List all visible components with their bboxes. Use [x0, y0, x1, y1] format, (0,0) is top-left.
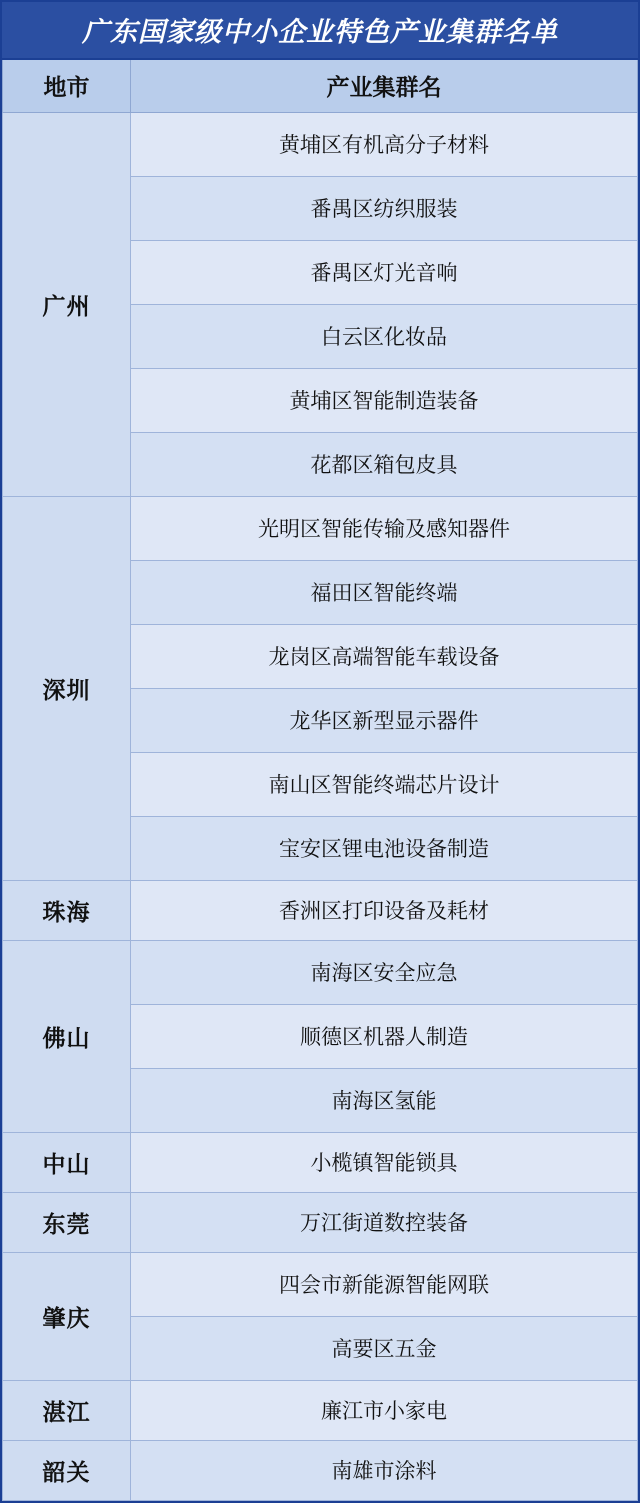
page-title: 广东国家级中小企业特色产业集群名单	[2, 2, 638, 60]
cluster-cell: 南海区氢能	[131, 1069, 638, 1133]
table-header	[3, 60, 638, 113]
city-cell: 韶关	[3, 1441, 131, 1501]
cluster-cell: 顺德区机器人制造	[131, 1005, 638, 1069]
city-cell: 佛山	[3, 941, 131, 1133]
table-row	[3, 881, 638, 941]
table-body	[3, 113, 638, 1501]
cluster-cell: 番禺区纺织服装	[131, 177, 638, 241]
table-row	[3, 1441, 638, 1501]
cluster-cell: 番禺区灯光音响	[131, 241, 638, 305]
cluster-cell: 光明区智能传输及感知器件	[131, 497, 638, 561]
cluster-cell: 龙华区新型显示器件	[131, 689, 638, 753]
city-cell: 湛江	[3, 1381, 131, 1441]
cluster-cell: 宝安区锂电池设备制造	[131, 817, 638, 881]
cluster-cell: 廉江市小家电	[131, 1381, 638, 1441]
table-row	[3, 941, 638, 1005]
city-cell: 珠海	[3, 881, 131, 941]
table-row	[3, 1193, 638, 1253]
cluster-cell: 香洲区打印设备及耗材	[131, 881, 638, 941]
cluster-cell: 南海区安全应急	[131, 941, 638, 1005]
column-header-cluster: 产业集群名	[131, 60, 638, 113]
table-row	[3, 1133, 638, 1193]
cluster-cell: 小榄镇智能锁具	[131, 1133, 638, 1193]
city-cell: 中山	[3, 1133, 131, 1193]
table-row	[3, 1253, 638, 1317]
cluster-cell: 花都区箱包皮具	[131, 433, 638, 497]
cluster-cell: 黄埔区有机高分子材料	[131, 113, 638, 177]
city-cell: 肇庆	[3, 1253, 131, 1381]
cluster-cell: 黄埔区智能制造装备	[131, 369, 638, 433]
cluster-table	[2, 60, 638, 1501]
table-header-row	[3, 60, 638, 113]
cluster-cell: 龙岗区高端智能车载设备	[131, 625, 638, 689]
city-cell: 广州	[3, 113, 131, 497]
cluster-cell: 四会市新能源智能网联	[131, 1253, 638, 1317]
cluster-cell: 南雄市涂料	[131, 1441, 638, 1501]
city-cell: 东莞	[3, 1193, 131, 1253]
cluster-cell: 万江街道数控装备	[131, 1193, 638, 1253]
table-row	[3, 1381, 638, 1441]
cluster-cell: 福田区智能终端	[131, 561, 638, 625]
table-row	[3, 497, 638, 561]
column-header-city: 地市	[3, 60, 131, 113]
cluster-cell: 南山区智能终端芯片设计	[131, 753, 638, 817]
cluster-cell: 白云区化妆品	[131, 305, 638, 369]
city-cell: 深圳	[3, 497, 131, 881]
table-row	[3, 113, 638, 177]
cluster-cell: 高要区五金	[131, 1317, 638, 1381]
